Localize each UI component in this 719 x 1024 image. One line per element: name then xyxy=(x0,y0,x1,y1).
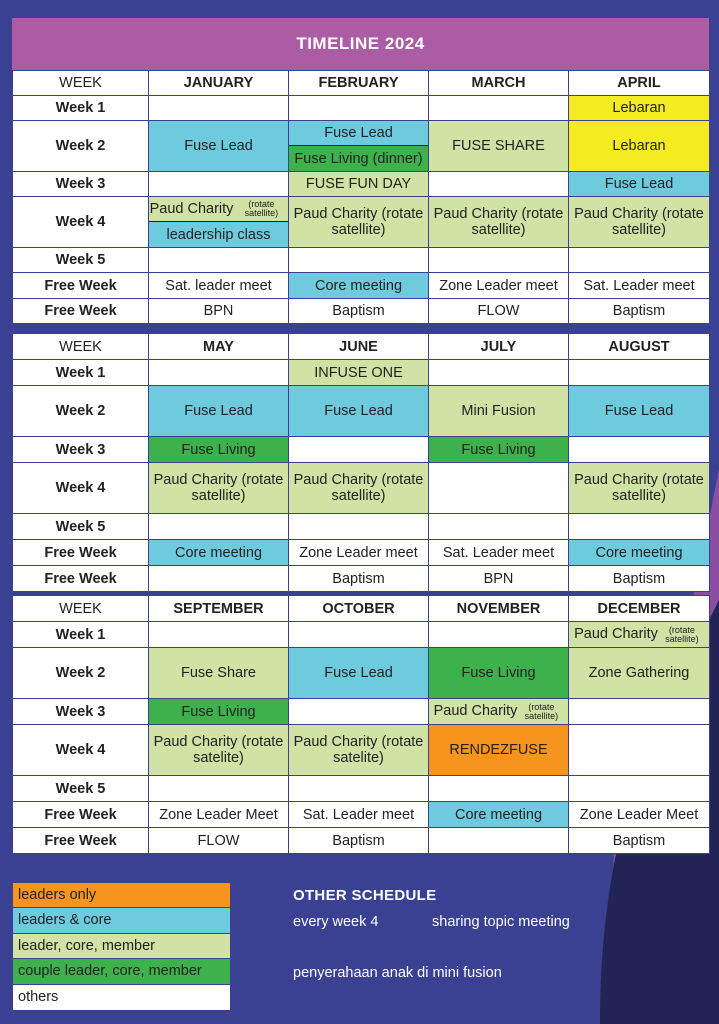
week-label: Week 1 xyxy=(13,622,149,648)
month-header: MARCH xyxy=(429,71,569,96)
empty-cell xyxy=(569,248,710,273)
empty-cell xyxy=(289,514,429,540)
week-label: Free Week xyxy=(13,299,149,324)
empty-cell xyxy=(149,248,289,273)
event-cell: Fuse Living xyxy=(149,437,289,463)
event-cell: FLOW xyxy=(149,828,289,854)
event-cell: INFUSE ONE xyxy=(289,360,429,386)
month-header: OCTOBER xyxy=(289,596,429,622)
month-header: JULY xyxy=(429,334,569,360)
event-cell: Sat. leader meet xyxy=(149,273,289,299)
week-header: WEEK xyxy=(13,596,149,622)
week-label: Week 5 xyxy=(13,776,149,802)
empty-cell xyxy=(429,622,569,648)
empty-cell xyxy=(429,248,569,273)
event-text: Paud Charity xyxy=(574,625,658,642)
event-cell: Fuse Living xyxy=(429,437,569,463)
event-cell: Paud Charity (rotate satellite) xyxy=(149,463,289,514)
week-label: Week 4 xyxy=(13,197,149,248)
month-header: JANUARY xyxy=(149,71,289,96)
legend-item-leaders-only: leaders only xyxy=(13,883,230,908)
event-cell: Sat. Leader meet xyxy=(289,802,429,828)
week-label: Week 1 xyxy=(13,360,149,386)
event-cell: Zone Leader Meet xyxy=(569,802,710,828)
other-schedule-title: OTHER SCHEDULE xyxy=(293,887,437,904)
event-cell: Zone Leader Meet xyxy=(149,802,289,828)
event-cell: Core meeting xyxy=(289,273,429,299)
week-label: Week 5 xyxy=(13,248,149,273)
event-cell xyxy=(569,622,710,648)
event-note: (rotate satellite) xyxy=(665,624,699,644)
event-cell: Paud Charity (rotate satelite) xyxy=(289,725,429,776)
event-cell: Fuse Lead xyxy=(289,121,428,146)
event-cell xyxy=(429,699,569,725)
event-cell: Fuse Lead xyxy=(289,648,429,699)
event-cell: Fuse Living xyxy=(149,699,289,725)
empty-cell xyxy=(149,776,289,802)
event-cell: Sat. Leader meet xyxy=(569,273,710,299)
event-cell: Baptism xyxy=(289,566,429,592)
event-cell: Baptism xyxy=(569,566,710,592)
event-cell: Paud Charity (rotate satelite) xyxy=(149,725,289,776)
week-label: Week 3 xyxy=(13,437,149,463)
event-cell: Fuse Living xyxy=(429,648,569,699)
timeline-table-q3 xyxy=(12,595,710,854)
legend-item-others: others xyxy=(13,985,230,1010)
empty-cell xyxy=(569,360,710,386)
week-label: Week 1 xyxy=(13,96,149,121)
timeline-table-q2 xyxy=(12,333,710,592)
week-label: Free Week xyxy=(13,828,149,854)
month-header: FEBRUARY xyxy=(289,71,429,96)
week-header: WEEK xyxy=(13,334,149,360)
month-header: APRIL xyxy=(569,71,710,96)
event-text: Paud Charity xyxy=(149,201,234,217)
event-cell: Lebaran xyxy=(569,121,710,172)
event-cell: FLOW xyxy=(429,299,569,324)
month-header: SEPTEMBER xyxy=(149,596,289,622)
event-cell: Paud Charity (rotate satellite) xyxy=(569,463,710,514)
empty-cell xyxy=(149,622,289,648)
empty-cell xyxy=(429,360,569,386)
empty-cell xyxy=(429,463,569,514)
event-cell: leadership class xyxy=(149,222,288,247)
empty-cell xyxy=(429,172,569,197)
week-label: Week 4 xyxy=(13,463,149,514)
event-note: (rotate satellite) xyxy=(524,701,559,721)
event-cell: Paud Charity (rotate satellite) xyxy=(289,197,429,248)
week-label: Week 4 xyxy=(13,725,149,776)
event-cell: Fuse Lead xyxy=(149,121,289,172)
empty-cell xyxy=(289,96,429,121)
page-title: TIMELINE 2024 xyxy=(12,18,709,70)
split-cell xyxy=(289,121,429,172)
empty-cell xyxy=(289,776,429,802)
other-schedule-what: sharing topic meeting xyxy=(432,914,570,930)
empty-cell xyxy=(289,699,429,725)
empty-cell xyxy=(149,360,289,386)
event-cell: Zone Leader meet xyxy=(429,273,569,299)
month-header: MAY xyxy=(149,334,289,360)
other-schedule-when: every week 4 xyxy=(293,914,379,930)
week-label: Free Week xyxy=(13,802,149,828)
empty-cell xyxy=(289,622,429,648)
week-label: Week 3 xyxy=(13,172,149,197)
event-cell: Paud Charity (rotate satellite) xyxy=(569,197,710,248)
week-label: Free Week xyxy=(13,273,149,299)
split-cell xyxy=(149,197,289,248)
week-label: Free Week xyxy=(13,566,149,592)
event-cell: BPN xyxy=(429,566,569,592)
other-schedule-note: penyerahaan anak di mini fusion xyxy=(293,965,502,981)
event-cell: Fuse Lead xyxy=(569,172,710,197)
empty-cell xyxy=(149,172,289,197)
event-cell: RENDEZFUSE xyxy=(429,725,569,776)
event-cell: FUSE FUN DAY xyxy=(289,172,429,197)
empty-cell xyxy=(569,776,710,802)
legend-item-leader-core-member: leader, core, member xyxy=(13,934,230,959)
empty-cell xyxy=(149,514,289,540)
empty-cell xyxy=(149,96,289,121)
event-cell: Zone Leader meet xyxy=(289,540,429,566)
event-cell: Lebaran xyxy=(569,96,710,121)
event-cell: Baptism xyxy=(569,828,710,854)
color-legend xyxy=(12,882,231,1011)
legend-item-leaders-core: leaders & core xyxy=(13,908,230,933)
event-cell: Fuse Living (dinner) xyxy=(289,146,428,171)
event-cell: Fuse Share xyxy=(149,648,289,699)
empty-cell xyxy=(569,437,710,463)
event-text: Paud Charity xyxy=(433,702,518,719)
empty-cell xyxy=(289,248,429,273)
month-header: JUNE xyxy=(289,334,429,360)
event-cell: Baptism xyxy=(289,299,429,324)
empty-cell xyxy=(429,514,569,540)
event-cell: Fuse Lead xyxy=(289,386,429,437)
empty-cell xyxy=(289,437,429,463)
week-label: Week 5 xyxy=(13,514,149,540)
month-header: AUGUST xyxy=(569,334,710,360)
event-cell: Fuse Lead xyxy=(149,386,289,437)
event-cell: Core meeting xyxy=(149,540,289,566)
empty-cell xyxy=(429,96,569,121)
event-cell: Paud Charity (rotate satellite) xyxy=(429,197,569,248)
legend-item-couple: couple leader, core, member xyxy=(13,959,230,984)
empty-cell xyxy=(429,828,569,854)
event-cell: Core meeting xyxy=(569,540,710,566)
empty-cell xyxy=(429,776,569,802)
week-label: Free Week xyxy=(13,540,149,566)
event-note: (rotate satellite) xyxy=(244,199,279,218)
empty-cell xyxy=(569,514,710,540)
event-cell: Paud Charity (rotate satellite) xyxy=(289,463,429,514)
event-cell: Core meeting xyxy=(429,802,569,828)
month-header: DECEMBER xyxy=(569,596,710,622)
event-cell: Baptism xyxy=(569,299,710,324)
event-cell: Sat. Leader meet xyxy=(429,540,569,566)
week-header: WEEK xyxy=(13,71,149,96)
empty-cell xyxy=(569,699,710,725)
event-cell: FUSE SHARE xyxy=(429,121,569,172)
empty-cell xyxy=(149,566,289,592)
empty-cell xyxy=(569,725,710,776)
week-label: Week 3 xyxy=(13,699,149,725)
month-header: NOVEMBER xyxy=(429,596,569,622)
event-cell xyxy=(149,197,288,222)
event-cell: Mini Fusion xyxy=(429,386,569,437)
event-cell: BPN xyxy=(149,299,289,324)
week-label: Week 2 xyxy=(13,648,149,699)
week-label: Week 2 xyxy=(13,386,149,437)
timeline-table-q1 xyxy=(12,70,710,324)
event-cell: Baptism xyxy=(289,828,429,854)
week-label: Week 2 xyxy=(13,121,149,172)
event-cell: Zone Gathering xyxy=(569,648,710,699)
event-cell: Fuse Lead xyxy=(569,386,710,437)
